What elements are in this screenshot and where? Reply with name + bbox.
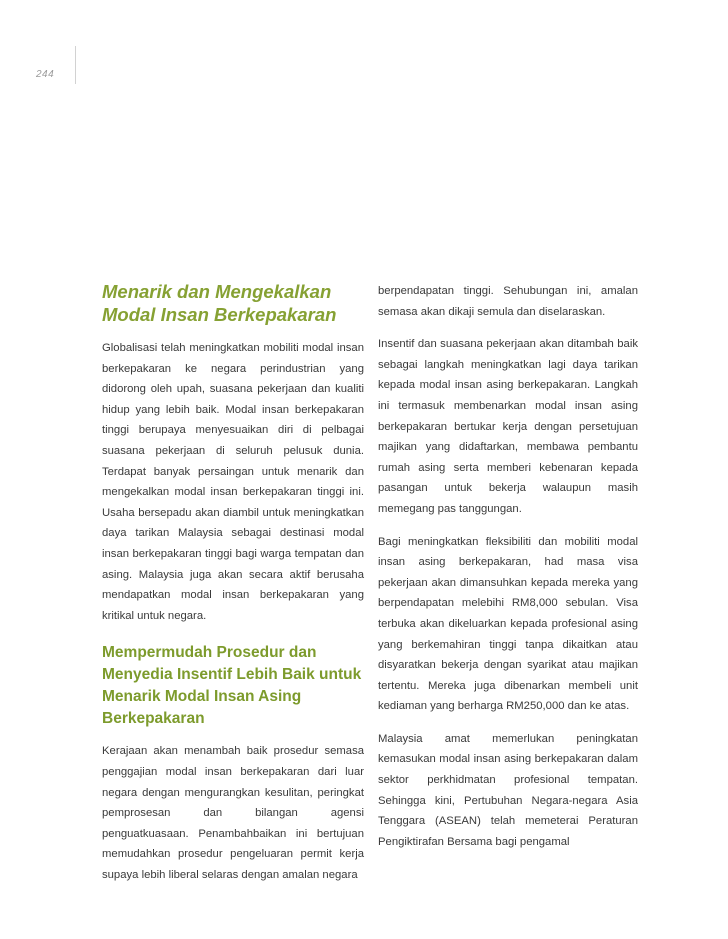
paragraph-insentif: Insentif dan suasana pekerjaan akan ditambah baik sebagai langkah meningkatkan lagi daya tarikan kepada modal insan asing berkepakaran. Langkah ini termasuk membenarkan modal insan asing berkepakaran bertukar kerja dengan persetujuan majikan yang didaftarkan, membawa pembantu rumah asing serta memberi kebenaran kepada pasangan untuk bekerja walaupun masih memegang pas tanggungan. [378, 338, 638, 515]
paragraph-bagi: Bagi meningkatkan fleksibiliti dan mobiliti modal insan asing berkepakaran, had masa visa pekerjaan akan dimansuhkan kepada mereka yang berpendapatan melebihi RM8,000 sebulan. Visa terbuka akan dikeluarkan kepada profesional asing yang berkemahiran tinggi tanpa dikaitkan atau disyaratkan bekerja dengan syarikat atau majikan tertentu. Mereka juga dibenarkan membeli unit kediaman yang berharga RM250,000 dan ke atas. [378, 535, 638, 713]
paragraph-globalisasi: Globalisasi telah meningkatkan mobiliti modal insan berkepakaran ke negara perindustrian yang didorong oleh upah, suasana pekerjaan dan kualiti hidup yang lebih baik. Modal insan berkepakaran tinggi berupaya menyesuaikan diri di pelbagai suasana pekerjaan di seluruh pelusuk dunia. Terdapat banyak persaingan untuk menarik dan mengekalkan modal insan berkepakaran tinggi ini. Usaha bersepadu akan diambil untuk meningkatkan daya tarikan Malaysia sebagai destinasi modal insan berkepakaran tinggi bagi warga tempatan dan asing. Malaysia juga akan secara aktif berusaha mendapatkan modal insan berkepakaran yang kritikal untuk negara. [102, 342, 364, 622]
paragraph-berpendapatan: berpendapatan tinggi. Sehubungan ini, amalan semasa akan dikaji semula dan diselaraskan. [378, 285, 638, 318]
paragraph-kerajaan: Kerajaan akan menambah baik prosedur semasa penggajian modal insan berkepakaran dari luar negara dengan mengurangkan kesulitan, peringkat pemprosesan dan bilangan agensi penguatkuasaan. Penambahbaikan ini bertujuan memudahkan prosedur pengeluaran permit kerja supaya lebih liberal selaras dengan amalan negara [102, 745, 364, 881]
right-column [378, 281, 638, 852]
section-heading-mempermudah: Mempermudah Prosedur dan Menyedia Insentif Lebih Baik untuk Menarik Modal Insan Asing Berkepakaran [102, 644, 362, 728]
left-column [102, 280, 364, 885]
section-heading-menarik: Menarik dan Mengekalkan Modal Insan Berkepakaran [102, 281, 337, 325]
margin-rule [75, 46, 76, 84]
paragraph-malaysia: Malaysia amat memerlukan peningkatan kemasukan modal insan asing berkepakaran dalam sektor perkhidmatan profesional tempatan. Sehingga kini, Pertubuhan Negara-negara Asia Tenggara (ASEAN) telah memeterai Peraturan Pengiktirafan Bersama bagi pengamal [378, 732, 638, 848]
page-number: 244 [36, 69, 55, 80]
